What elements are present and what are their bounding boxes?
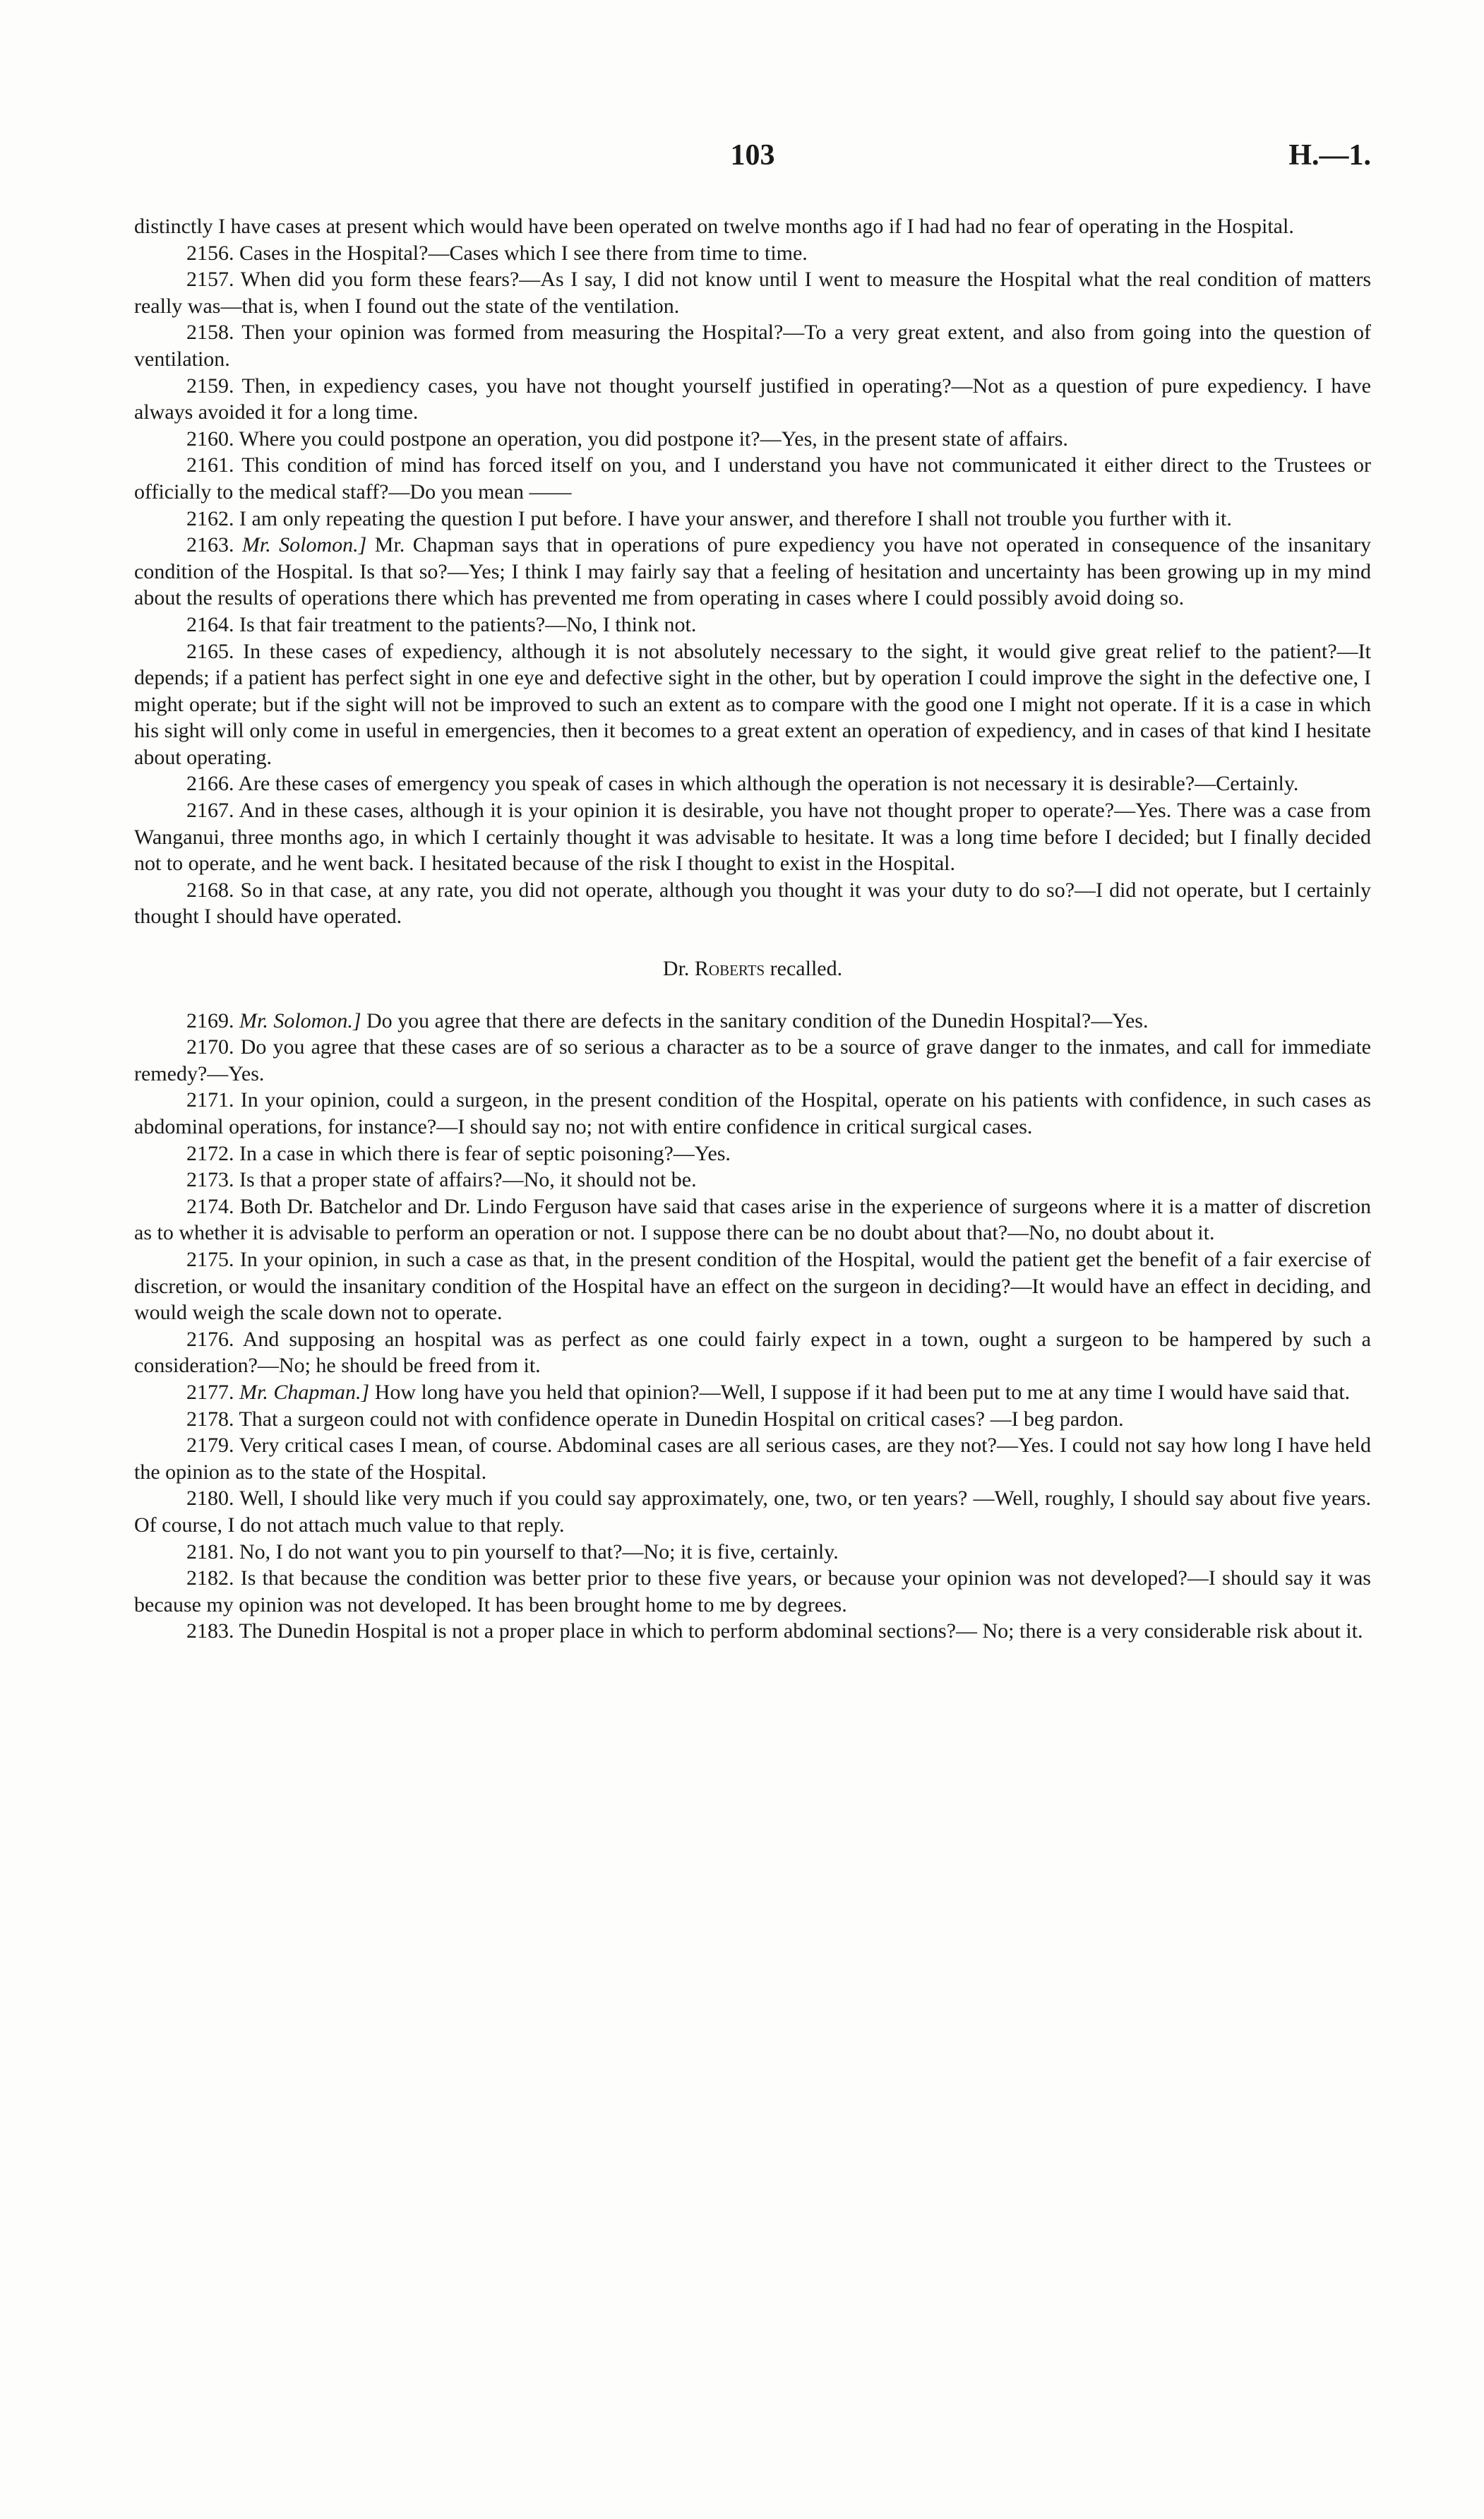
paragraph: 2173. Is that a proper state of affairs?—No, it should not be. [186, 1168, 697, 1192]
paragraph: 2175. In your opinion, in such a case as that, in the present condition of the Hospital, would the patient get the benefit of a fair exercise of discretion, or would the insanitary condition of the Hospital have an effect on the surgeon in deciding?—It would have an effect in deciding, and would weigh the scale down not to operate. [134, 1247, 1371, 1325]
paragraph: 2163. Mr. Solomon.] Mr. Chapman says that in operations of pure expediency you have not operated in consequence of the insanitary condition of the Hospital. Is that so?—Yes; I think I may fairly say that a feeling of hesitation and uncertainty has been growing up in my mind about the results of operations there which has prevented me from operating in cases where I could possibly avoid doing so. [134, 533, 1371, 610]
paragraph: 2157. When did you form these fears?—As I say, I did not know until I went to measure the Hospital what the real condition of matters really was—that is, when I found out the state of the ventilation. [134, 268, 1371, 318]
speaker: Mr. Solomon.] [239, 1008, 361, 1032]
paragraph: 2158. Then your opinion was formed from measuring the Hospital?—To a very great extent, and also from going into the question of ventilation. [134, 321, 1371, 371]
paragraph: 2183. The Dunedin Hospital is not a proper place in which to perform abdominal sections?— No; there is a very considerable risk about it. [186, 1619, 1363, 1643]
paragraph: 2174. Both Dr. Batchelor and Dr. Lindo Ferguson have said that cases arise in the experience of surgeons where it is a matter of discretion as to whether it is advisable to perform an operation or not. I suppose there can be no doubt about that?—No, no doubt about it. [134, 1194, 1371, 1245]
paragraph: 2166. Are these cases of emergency you speak of cases in which although the operation is not necessary it is desirable?—Certainly. [186, 772, 1299, 796]
paragraph: 2164. Is that fair treatment to the patients?—No, I think not. [186, 612, 697, 636]
speaker: Mr. Solomon.] [241, 533, 367, 557]
paragraph: 2165. In these cases of expediency, although it is not absolutely necessary to the sight, it would give great relief to the patient?—It depends; if a patient has perfect sight in one eye and defective sight in the other, but by operation I could improve the sight in the defective one, I might operate; but if the sight will not be improved to such an extent as to compare with the good one I might not operate. If it is a case in which his sight will only come in useful in emergencies, then it becomes to a great extent an operation of expediency, and in cases of that kind I hesitate about operating. [134, 639, 1371, 769]
paragraph: 2156. Cases in the Hospital?—Cases which I see there from time to time. [186, 241, 808, 265]
paragraph: 2180. Well, I should like very much if you could say approximately, one, two, or ten years? —Well, roughly, I should say about five years. Of course, I do not attach much value to that reply. [134, 1487, 1371, 1537]
question-number: 2177. [186, 1380, 234, 1404]
page-number: 103 [730, 139, 775, 172]
paragraph: 2170. Do you agree that these cases are of so serious a character as to be a source of grave danger to the inmates, and call for immediate remedy?—Yes. [134, 1035, 1371, 1085]
paragraph: 2168. So in that case, at any rate, you did not operate, although you thought it was your duty to do so?—I did not operate, but I certainly thought I should have operated. [134, 878, 1371, 929]
speaker: Mr. Chapman.] [239, 1380, 370, 1404]
section-heading: Dr. Roberts recalled. [662, 957, 843, 981]
evidence-text [134, 213, 1371, 1645]
question-number: 2163. [186, 533, 234, 557]
paragraph: 2162. I am only repeating the question I put before. I have your answer, and therefore I shall not trouble you further with it. [186, 506, 1232, 530]
paragraph: 2182. Is that because the condition was better prior to these five years, or because your opinion was not developed?—I should say it was because my opinion was not developed. It has been brought home to me by degrees. [134, 1566, 1371, 1616]
document-reference: H.—1. [1288, 139, 1371, 172]
paragraph: 2176. And supposing an hospital was as perfect as one could fairly expect in a town, ought a surgeon to be hampered by such a consideration?—No; he should be freed from it. [134, 1327, 1371, 1378]
page-header [134, 138, 1371, 181]
paragraph: 2179. Very critical cases I mean, of course. Abdominal cases are all serious cases, are they not?—Yes. I could not say how long I have held the opinion as to the state of the Hospital. [134, 1434, 1371, 1484]
paragraph: 2172. In a case in which there is fear of septic poisoning?—Yes. [186, 1141, 731, 1165]
paragraph: 2160. Where you could postpone an operation, you did postpone it?—Yes, in the present state of affairs. [186, 427, 1068, 451]
paragraph: 2178. That a surgeon could not with confidence operate in Dunedin Hospital on critical cases? —I beg pardon. [186, 1407, 1124, 1431]
paragraph: 2181. No, I do not want you to pin yourself to that?—No; it is five, certainly. [186, 1540, 839, 1564]
paragraph: 2159. Then, in expediency cases, you have not thought yourself justified in operating?—Not as a question of pure expediency. I have always avoided it for a long time. [134, 374, 1371, 424]
paragraph: 2177. Mr. Chapman.] How long have you held that opinion?—Well, I suppose if it had been put to me at any time I would have said that. [186, 1380, 1351, 1404]
question-number: 2169. [186, 1008, 234, 1032]
paragraph: 2161. This condition of mind has forced itself on you, and I understand you have not communicated it either direct to the Trustees or officially to the medical staff?—Do you mean —— [134, 453, 1371, 504]
paragraph: 2167. And in these cases, although it is your opinion it is desirable, you have not thought proper to operate?—Yes. There was a case from Wanganui, three months ago, in which I certainly thought it was advisable to hesitate. It was a long time before I decided; but I finally decided not to operate, and he went back. I hesitated because of the risk I thought to exist in the Hospital. [134, 799, 1371, 876]
paragraph: distinctly I have cases at present which would have been operated on twelve months ago if I had had no fear of operating in the Hospital. [134, 215, 1294, 238]
paragraph: 2169. Mr. Solomon.] Do you agree that there are defects in the sanitary condition of the Dunedin Hospital?—Yes. [186, 1008, 1149, 1032]
paragraph: 2171. In your opinion, could a surgeon, in the present condition of the Hospital, operate on his patients with confidence, in such cases as abdominal operations, for instance?—I should say no; not with entire confidence in critical surgical cases. [134, 1088, 1371, 1138]
